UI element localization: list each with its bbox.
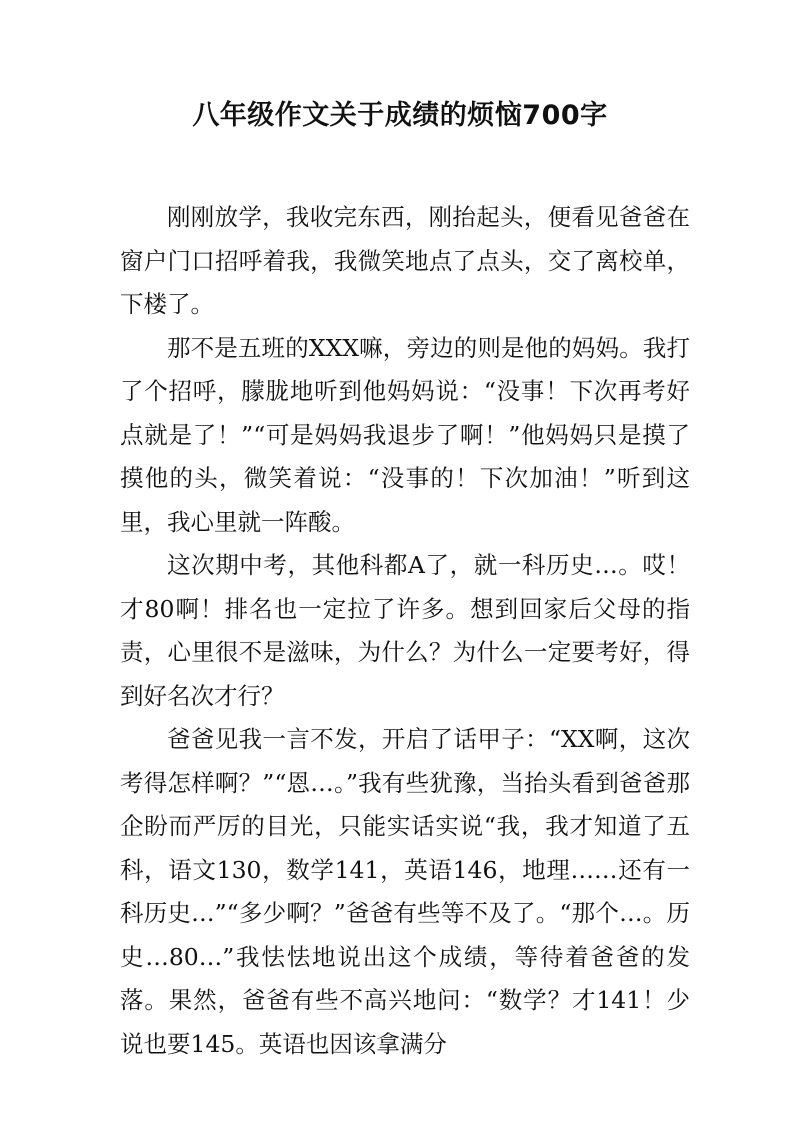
paragraph-4: 爸爸见我一言不发，开启了话甲子：“XX啊，这次考得怎样啊？”“恩…。”我有些犹豫，当抬头看到爸爸那企盼而严厉的目光，只能实话实说“我，我才知道了五科，语文130，数学141，英语146，地理……还有一科历史…”“多少啊？”爸爸有些等不及了。“那个…。历史…80…”我怯怯地说出这个成绩，等待着爸爸的发落。果然，爸爸有些不高兴地问：“数学？才141！少说也要145。英语也因该拿满分 [120, 725, 690, 1058]
paragraph-1: 刚刚放学，我收完东西，刚抬起头，便看见爸爸在窗户门口招呼着我，我微笑地点了点头，交了离校单，下楼了。 [120, 203, 690, 318]
page-title: 八年级作文关于成绩的烦恼700字 [192, 100, 608, 131]
paragraph-2: 那不是五班的XXX嘛，旁边的则是他的妈妈。我打了个招呼，朦胧地听到他妈妈说：“没事！下次再考好点就是了！”“可是妈妈我退步了啊！”他妈妈只是摸了摸他的头，微笑着说：“没事的！下次加油！”听到这里，我心里就一阵酸。 [120, 333, 690, 536]
paragraph-3: 这次期中考，其他科都A了，就一科历史…。哎！才80啊！排名也一定拉了许多。想到回家后父母的指责，心里很不是滋味，为什么？为什么一定要考好，得到好名次才行？ [120, 551, 690, 710]
essay-body [120, 196, 690, 1066]
